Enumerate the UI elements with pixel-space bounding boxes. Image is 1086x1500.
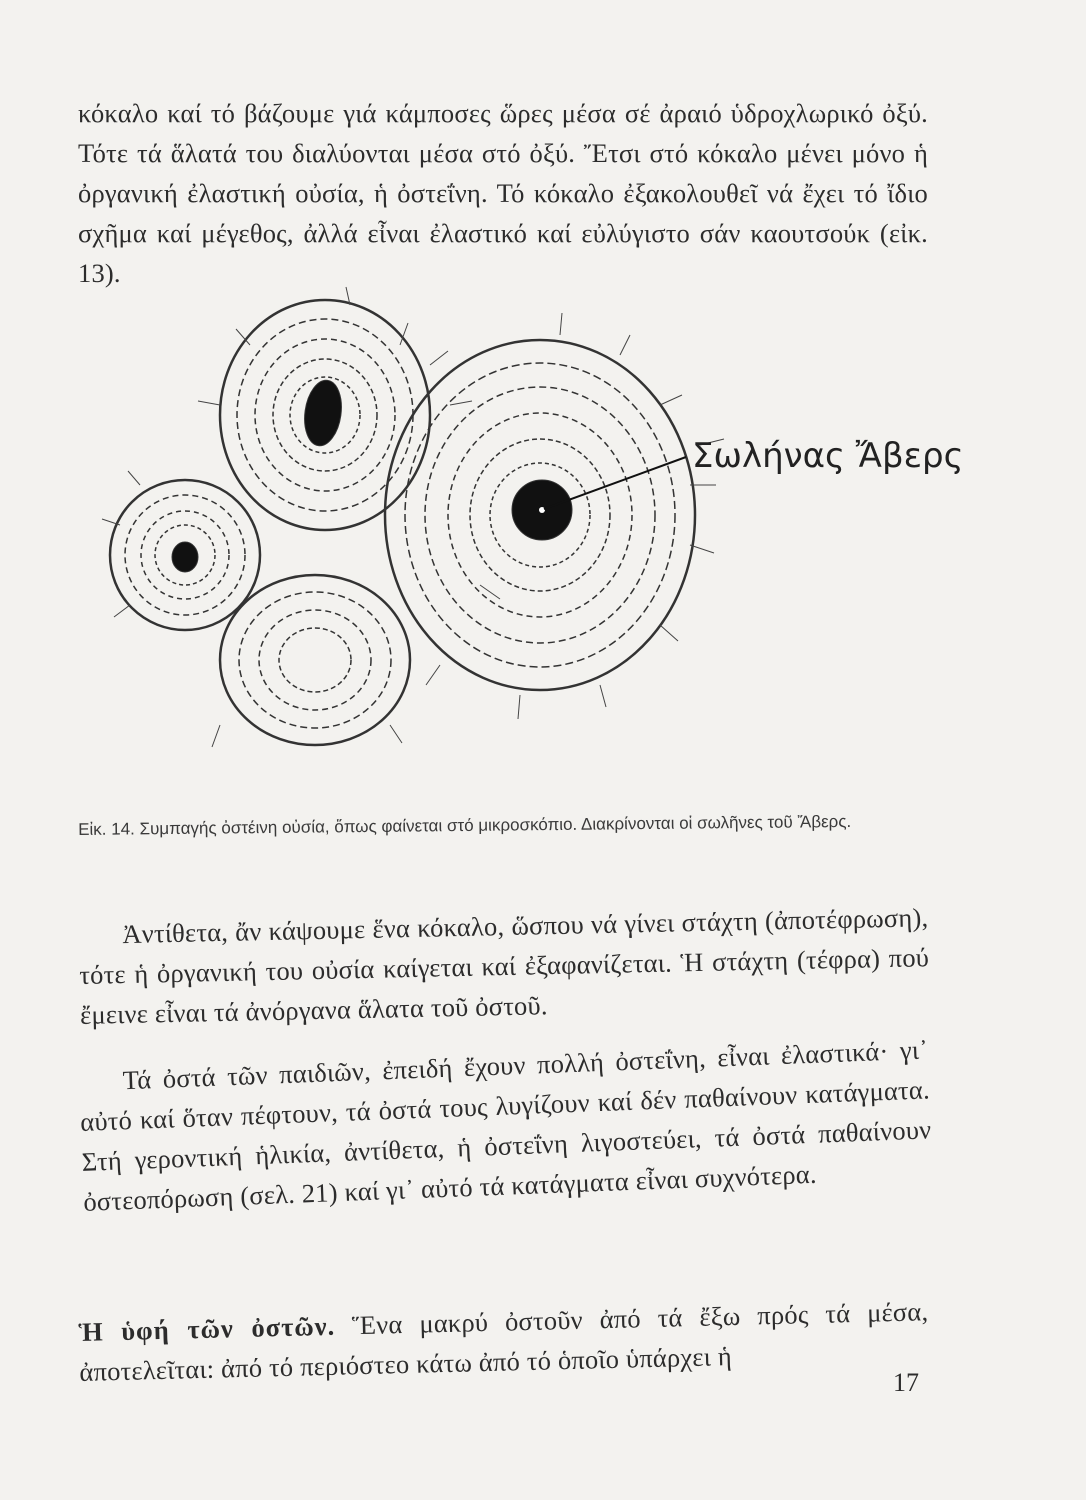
paragraph-bone-acid: κόκαλο καί τό βάζουμε γιά κάμποσες ὥρες μέσα σέ ἀραιό ὑδροχλωρικό ὀξύ. Τότε τά ἅλατά του διαλύονται μέσα στό ὀξύ. Ἔτσι στό κόκαλο μένει μόνο ἡ ὀργανική ἐλαστική οὐσία, ἡ ὀστεΐνη. Τό κόκαλο ἐξακολουθεῖ νά ἔχει τό ἴδιο σχῆμα καί μέγεθος, ἀλλά εἶναι ἐλαστικό καί εὐλύγιστο σάν καουτσούκ (εἰκ. 13). [78, 97, 928, 288]
section-heading: Ἡ ὑφή τῶν ὀστῶν. [78, 1310, 336, 1347]
page-number: 17 [893, 1368, 919, 1397]
paragraph-bone-texture [78, 1291, 930, 1392]
paragraph-ash: Ἀντίθετα, ἄν κάψουμε ἕνα κόκαλο, ὥσπου νά γίνει στάχτη (ἀποτέφρωση), τότε ἡ ὀργανική του οὐσία καίγεται καί ἐξαφανίζεται. Ἡ στάχτη (τέφρα) πού ἔμεινε εἶναι τά ἀνόργανα ἅλατα τοῦ ὀστοῦ. [78, 901, 930, 1030]
paragraph-elasticity: Τά ὀστά τῶν παιδιῶν, ἐπειδή ἔχουν πολλή ὀστεΐνη, εἶναι ἐλαστικά· γι᾽ αὐτό καί ὅταν πέφτουν, τά ὀστά τους λυγίζουν καί δέν παθαίνουν κατάγματα. Στή γεροντική ἡλικία, ἀντίθετα, ἡ ὀστεΐνη λιγοστεύει, τά ὀστά παθαίνουν ὀστεοπόρωση (σελ. 21) καί γι᾽ αὐτό τά κατάγματα εἶναι συχνότερα. [79, 1033, 932, 1217]
figure-caption: Εἰκ. 14. Συμπαγής ὀστέινη οὐσία, ὅπως φαίνεται στό μικροσκόπιο. Διακρίνονται οἱ σωλῆνες τοῦ Ἄβερς. [78, 811, 852, 839]
section-text: Ἕνα μακρύ ὀστοῦν ἀπό τά ἔξω πρός τά μέσα, ἀποτελεῖται: ἀπό τό περιόστεο κάτω ἀπό τό ὁποῖο ὑπάρχει ἡ [79, 1295, 929, 1387]
bone-microscope-figure [100, 285, 964, 765]
osteon-left [110, 480, 260, 630]
figure-label: Σωλήνας Ἄβερς [692, 436, 964, 476]
osteon-bottom [220, 575, 410, 745]
label-pointer [544, 457, 686, 509]
canaliculi [102, 287, 724, 747]
osteon-top [220, 300, 430, 530]
osteon-right [385, 340, 695, 690]
